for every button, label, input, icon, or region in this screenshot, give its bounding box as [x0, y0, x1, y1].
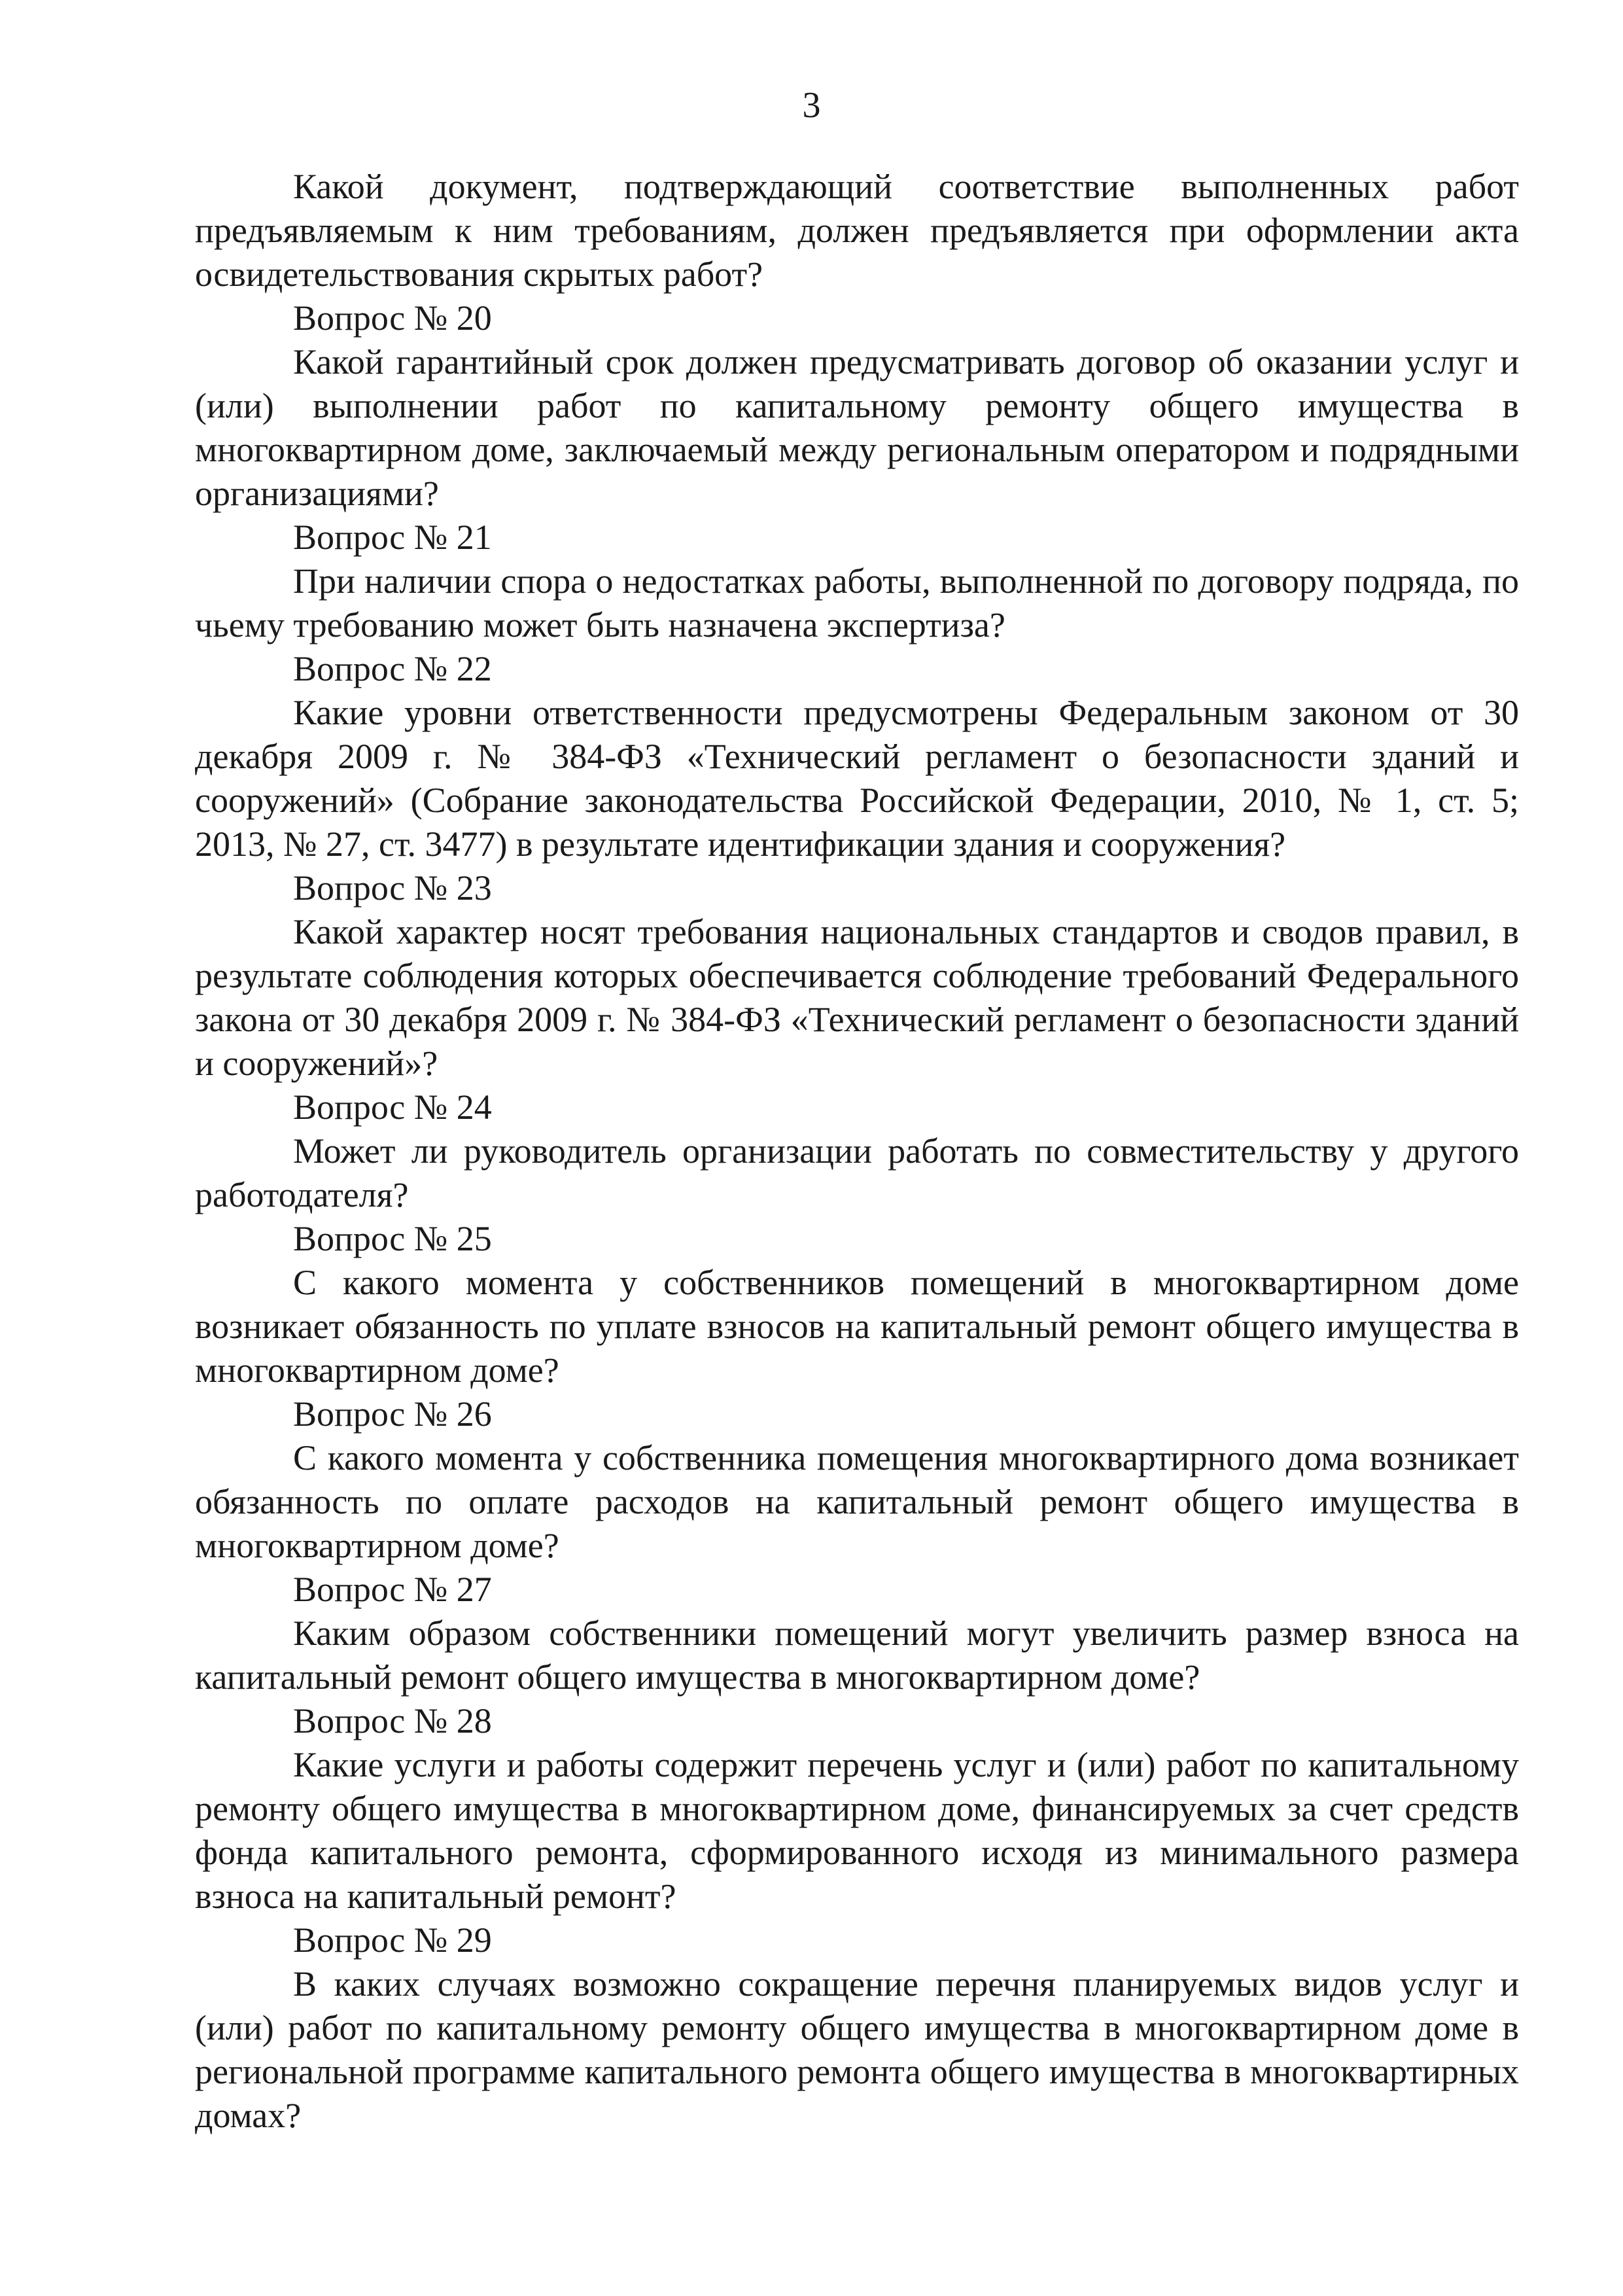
question-label: Вопрос № 24 [293, 1087, 492, 1127]
question-label: Вопрос № 20 [293, 298, 492, 338]
question-label: Вопрос № 23 [293, 868, 492, 908]
question-label: Вопрос № 25 [293, 1219, 492, 1258]
question-text: Может ли руководитель организации работать по совместительству у другого работодателя? [195, 1131, 1519, 1214]
question-text: При наличии спора о недостатках работы, выполненной по договору подряда, по чьему требованию может быть назначена экспертиза? [195, 561, 1519, 645]
question-text: Какой характер носят требования национальных стандартов и сводов правил, в результате соблюдения которых обеспечивается соблюдение требований Федерального закона от 30 декабря 2009 г. № 384-ФЗ «Технический регламент о безопасности зданий и сооружений»? [195, 912, 1519, 1083]
question-text: С какого момента у собственников помещений в многоквартирном доме возникает обязанность по уплате взносов на капитальный ремонт общего имущества в многоквартирном доме? [195, 1263, 1519, 1390]
question-text: Какие уровни ответственности предусмотрены Федеральным законом от 30 декабря 2009 г. № 384-ФЗ «Технический регламент о безопасности зданий и сооружений» (Собрание законодательства Российской Федерации, 2010, № 1, ст. 5; 2013, № 27, ст. 3477) в результате идентификации здания и сооружения? [195, 693, 1519, 864]
question-label: Вопрос № 27 [293, 1570, 492, 1609]
question-text: Каким образом собственники помещений могут увеличить размер взноса на капитальный ремонт общего имущества в многоквартирном доме? [195, 1614, 1519, 1697]
question-text: Какой документ, подтверждающий соответствие выполненных работ предъявляемым к ним требованиям, должен предъявляется при оформлении акта освидетельствования скрытых работ? [195, 167, 1519, 294]
question-label: Вопрос № 28 [293, 1701, 492, 1740]
question-text: Какие услуги и работы содержит перечень услуг и (или) работ по капитальному ремонту общего имущества в многоквартирном доме, финансируемых за счет средств фонда капитального ремонта, сформированного исходя из минимального размера взноса на капитальный ремонт? [195, 1745, 1519, 1916]
document-body [195, 165, 1519, 2138]
question-text: В каких случаях возможно сокращение перечня планируемых видов услуг и (или) работ по капитальному ремонту общего имущества в многоквартирном доме в региональной программе капитального ремонта общего имущества в многоквартирных домах? [195, 1964, 1519, 2135]
page-number: 3 [802, 85, 821, 126]
question-label: Вопрос № 21 [293, 518, 492, 557]
question-text: С какого момента у собственника помещения многоквартирного дома возникает обязанность по оплате расходов на капитальный ремонт общего имущества в многоквартирном доме? [195, 1438, 1519, 1565]
question-label: Вопрос № 29 [293, 1920, 492, 1960]
question-label: Вопрос № 22 [293, 649, 492, 688]
question-label: Вопрос № 26 [293, 1394, 492, 1434]
question-text: Какой гарантийный срок должен предусматривать договор об оказании услуг и (или) выполнении работ по капитальному ремонту общего имущества в многоквартирном доме, заключаемый между региональным оператором и подрядными организациями? [195, 342, 1519, 513]
